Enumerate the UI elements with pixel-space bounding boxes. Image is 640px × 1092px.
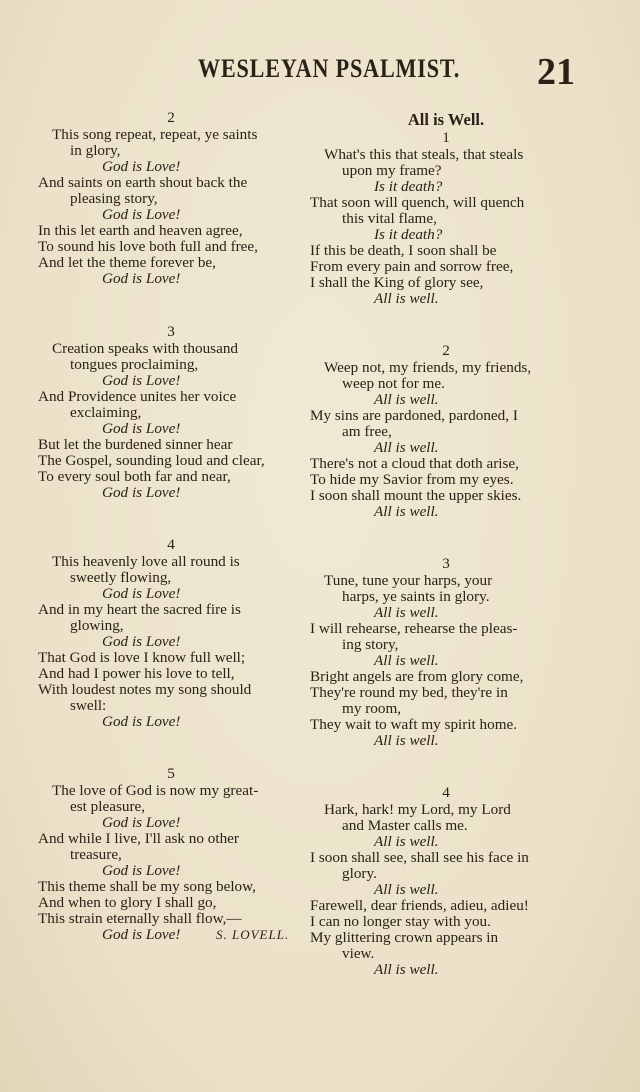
refrain-line: God is Love! xyxy=(102,633,181,650)
refrain-line: God is Love! xyxy=(102,484,181,501)
verse-line: est pleasure, xyxy=(70,798,146,815)
verse-line: sweetly flowing, xyxy=(70,569,172,586)
verse-line: I shall the King of glory see, xyxy=(310,274,484,291)
verse-line: This theme shall be my song below, xyxy=(38,878,256,895)
verse-line: There's not a cloud that doth arise, xyxy=(310,455,519,472)
verse-line: treasure, xyxy=(70,846,122,863)
verse-line: pleasing story, xyxy=(70,190,158,207)
verse-line: And while I live, I'll ask no other xyxy=(38,830,239,847)
verse-line: To every soul both far and near, xyxy=(38,468,231,485)
refrain-line-with-author xyxy=(38,927,304,943)
refrain-line: All is well. xyxy=(374,961,439,978)
verse-line: What's this that steals, that steals xyxy=(324,146,524,163)
verse-line: tongues proclaiming, xyxy=(70,356,199,373)
verse-line: exclaiming, xyxy=(70,404,142,421)
stanza-number: 2 xyxy=(167,109,175,126)
refrain-line: All is well. xyxy=(374,604,439,621)
refrain-line: Is it death? xyxy=(374,226,443,243)
verse-line: glowing, xyxy=(70,617,124,634)
refrain-line: All is well. xyxy=(374,290,439,307)
verse-line: This strain eternally shall flow,— xyxy=(38,910,242,927)
stanza-4 xyxy=(310,785,582,978)
verse-line: weep not for me. xyxy=(342,375,445,392)
stanza-number: 3 xyxy=(167,323,175,340)
stanza-number: 5 xyxy=(167,765,175,782)
verse-line: They're round my bed, they're in xyxy=(310,684,508,701)
stanza-number: 3 xyxy=(442,555,450,572)
refrain-line: God is Love! xyxy=(102,814,181,831)
refrain-line: God is Love! xyxy=(102,372,181,389)
stanza-2 xyxy=(38,110,304,287)
refrain-line: All is well. xyxy=(374,391,439,408)
verse-line: ing story, xyxy=(342,636,399,653)
verse-line: Weep not, my friends, my friends, xyxy=(324,359,532,376)
stanza-3 xyxy=(38,324,304,501)
left-column xyxy=(38,110,304,981)
verse-line: But let the burdened sinner hear xyxy=(38,436,233,453)
verse-line: If this be death, I soon shall be xyxy=(310,242,497,259)
refrain-line: All is well. xyxy=(374,503,439,520)
verse-line: And in my heart the sacred fire is xyxy=(38,601,241,618)
verse-line: And had I power his love to tell, xyxy=(38,665,235,682)
refrain-line: God is Love! xyxy=(102,420,181,437)
refrain-line: Is it death? xyxy=(374,178,443,195)
page-number: 21 xyxy=(537,51,575,93)
stanza-2 xyxy=(310,343,582,520)
refrain-line: All is well. xyxy=(374,732,439,749)
right-column xyxy=(310,110,582,1016)
verse-line: That God is love I know full well; xyxy=(38,649,246,666)
refrain-line: God is Love! xyxy=(102,862,181,879)
refrain-line: All is well. xyxy=(374,881,439,898)
verse-line: To hide my Savior from my eyes. xyxy=(310,471,514,488)
running-title: WESLEYAN PSALMIST. xyxy=(198,54,461,83)
verse-line: I can no longer stay with you. xyxy=(310,913,491,930)
verse-line: Tune, tune your harps, your xyxy=(324,572,493,589)
verse-line: harps, ye saints in glory. xyxy=(342,588,490,605)
verse-line: The love of God is now my great- xyxy=(52,782,259,799)
verse-line: They wait to waft my spirit home. xyxy=(310,716,518,733)
verse-line: And when to glory I shall go, xyxy=(38,894,217,911)
verse-line: And Providence unites her voice xyxy=(38,388,237,405)
verse-line: This heavenly love all round is xyxy=(52,553,240,570)
verse-line: In this let earth and heaven agree, xyxy=(38,222,243,239)
verse-line: Bright angels are from glory come, xyxy=(310,668,524,685)
verse-line: The Gospel, sounding loud and clear, xyxy=(38,452,265,469)
verse-line: view. xyxy=(342,945,375,962)
verse-line: my room, xyxy=(342,700,402,717)
refrain-line: God is Love! xyxy=(102,713,181,730)
stanza-1 xyxy=(310,130,582,307)
verse-line: My sins are pardoned, pardoned, I xyxy=(310,407,518,424)
refrain-line: All is well. xyxy=(374,439,439,456)
verse-line: am free, xyxy=(342,423,392,440)
stanza-number: 1 xyxy=(442,129,450,146)
refrain-line: God is Love! xyxy=(102,206,181,223)
stanza-3 xyxy=(310,556,582,749)
verse-line: Farewell, dear friends, adieu, adieu! xyxy=(310,897,529,914)
refrain-text: God is Love! xyxy=(102,926,181,943)
refrain-line: All is well. xyxy=(374,833,439,850)
verse-line: Creation speaks with thousand xyxy=(52,340,239,357)
hymn-title: All is Well. xyxy=(407,110,485,129)
refrain-line: All is well. xyxy=(374,652,439,669)
verse-line: in glory, xyxy=(70,142,121,159)
verse-line: With loudest notes my song should xyxy=(38,681,252,698)
verse-line: And saints on earth shout back the xyxy=(38,174,248,191)
stanza-5 xyxy=(38,766,304,943)
stanza-4 xyxy=(38,537,304,730)
verse-line: I will rehearse, rehearse the pleas- xyxy=(310,620,518,637)
verse-line: This song repeat, repeat, ye saints xyxy=(52,126,258,143)
stanza-number: 4 xyxy=(167,536,175,553)
verse-line: I soon shall mount the upper skies. xyxy=(310,487,522,504)
author-attribution: S. LOVELL. xyxy=(216,927,290,942)
verse-line: That soon will quench, will quench xyxy=(310,194,525,211)
verse-line: My glittering crown appears in xyxy=(310,929,499,946)
verse-line: I soon shall see, shall see his face in xyxy=(310,849,529,866)
refrain-line: God is Love! xyxy=(102,158,181,175)
refrain-line: God is Love! xyxy=(102,585,181,602)
verse-line: To sound his love both full and free, xyxy=(38,238,258,255)
stanza-number: 2 xyxy=(442,342,450,359)
refrain-line: God is Love! xyxy=(102,270,181,287)
stanza-number: 4 xyxy=(442,784,450,801)
verse-line: and Master calls me. xyxy=(342,817,468,834)
verse-line: upon my frame? xyxy=(342,162,442,179)
verse-line: this vital flame, xyxy=(342,210,437,227)
verse-line: Hark, hark! my Lord, my Lord xyxy=(324,801,511,818)
verse-line: swell: xyxy=(70,697,107,714)
verse-line: From every pain and sorrow free, xyxy=(310,258,514,275)
verse-line: glory. xyxy=(342,865,377,882)
verse-line: And let the theme forever be, xyxy=(38,254,216,271)
